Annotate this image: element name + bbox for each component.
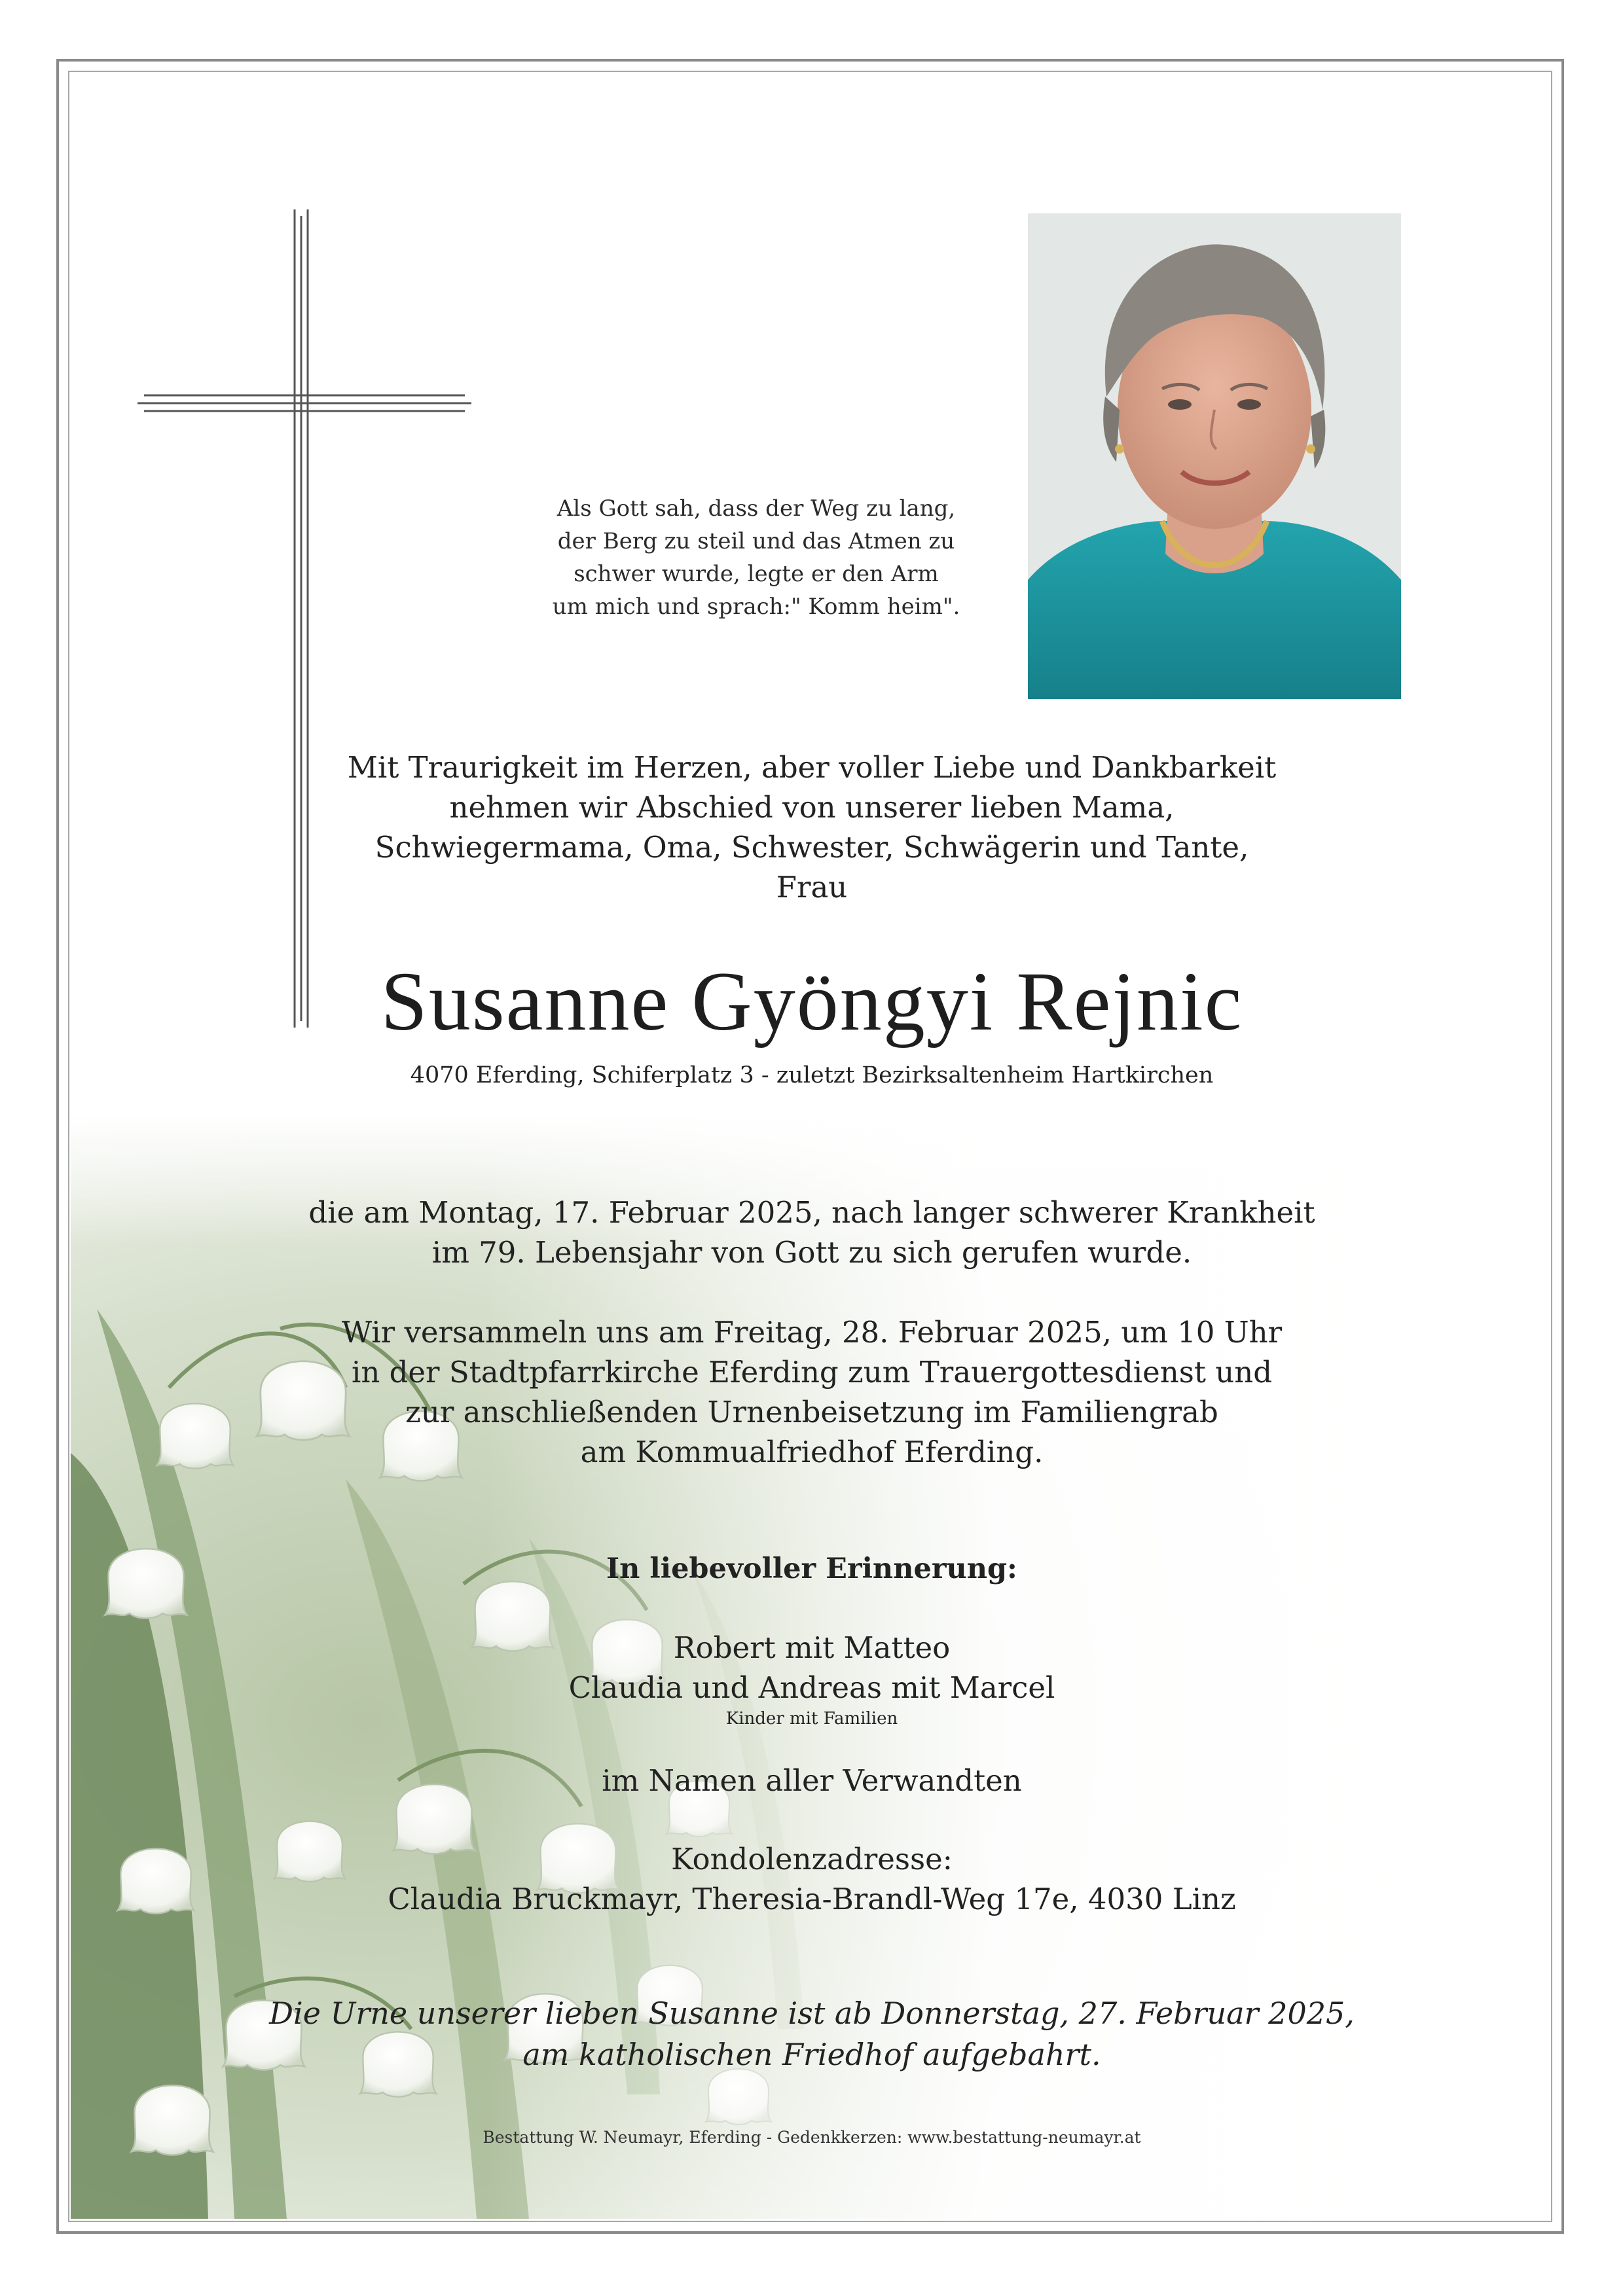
poem-line: der Berg zu steil und das Atmen zu — [557, 528, 955, 554]
death-notice — [223, 1193, 1401, 1272]
intro-line: nehmen wir Abschied von unserer lieben Mama, — [449, 790, 1175, 825]
poem-line: um mich und sprach:" Komm heim". — [552, 594, 960, 620]
deceased-name: Susanne Gyöngyi Rejnic — [380, 955, 1243, 1048]
poem-line: schwer wurde, legte er den Arm — [574, 561, 939, 587]
intro-text — [223, 747, 1401, 907]
condolence-label: Kondolenzadresse: — [671, 1842, 953, 1876]
death-line: im 79. Lebensjahr von Gott zu sich gerufen wurde. — [431, 1235, 1192, 1270]
relatives-line: im Namen aller Verwandten — [602, 1763, 1022, 1798]
intro-line: Schwiegermama, Oma, Schwester, Schwägerin und Tante, — [374, 830, 1249, 865]
deceased-address: 4070 Eferding, Schiferplatz 3 - zuletzt Bezirksaltenheim Hartkirchen — [410, 1062, 1214, 1088]
urn-line: Die Urne unserer lieben Susanne ist ab Donnerstag, 27. Februar 2025, — [269, 1996, 1355, 2031]
service-info — [223, 1312, 1401, 1472]
mourner-names — [223, 1628, 1401, 1708]
intro-line: Mit Traurigkeit im Herzen, aber voller Liebe und Dankbarkeit — [347, 750, 1277, 785]
service-line: zur anschließenden Urnenbeisetzung im Familiengrab — [405, 1395, 1218, 1429]
intro-line: Frau — [776, 870, 848, 905]
mourner-line: Robert mit Matteo — [673, 1630, 951, 1665]
mourner-note: Kinder mit Familien — [725, 1709, 898, 1729]
urn-line: am katholischen Friedhof aufgebahrt. — [522, 2037, 1101, 2072]
memory-heading: In liebevoller Erinnerung: — [606, 1552, 1017, 1585]
poem-line: Als Gott sah, dass der Weg zu lang, — [556, 495, 956, 522]
death-line: die am Montag, 17. Februar 2025, nach langer schwerer Krankheit — [308, 1195, 1315, 1230]
condolence-address: Claudia Bruckmayr, Theresia-Brandl-Weg 17e, 4030 Linz — [388, 1882, 1236, 1916]
mourner-line: Claudia und Andreas mit Marcel — [568, 1670, 1055, 1705]
service-line: in der Stadtpfarrkirche Eferding zum Trauergottesdienst und — [351, 1355, 1273, 1390]
footer-credit: Bestattung W. Neumayr, Eferding - Gedenkkerzen: www.bestattung-neumayr.at — [483, 2128, 1141, 2147]
urn-notice — [223, 1993, 1401, 2075]
poem — [498, 492, 1015, 623]
service-line: Wir versammeln uns am Freitag, 28. Februar 2025, um 10 Uhr — [341, 1315, 1283, 1350]
portrait-photo — [1028, 213, 1401, 699]
service-line: am Kommualfriedhof Eferding. — [580, 1435, 1044, 1469]
